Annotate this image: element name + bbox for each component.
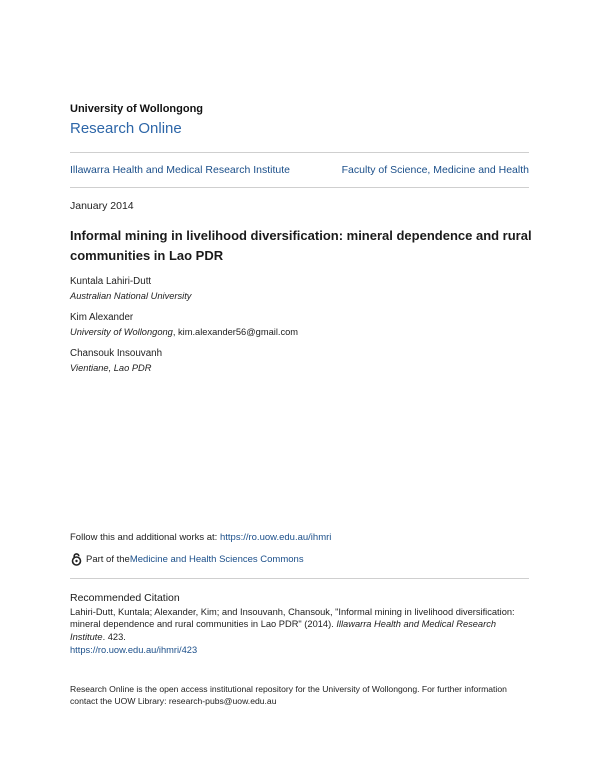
author-affiliation: Vientiane, Lao PDR	[70, 363, 152, 373]
publication-date: January 2014	[70, 200, 134, 212]
header-divider	[70, 152, 529, 153]
citation-url-link[interactable]: https://ro.uow.edu.au/ihmri/423	[70, 645, 198, 655]
author-affiliation	[70, 326, 530, 338]
repository-link[interactable]: Research Online	[70, 120, 182, 137]
paper-title: Informal mining in livelihood diversification: mineral dependence and rural communities in Lao PDR	[70, 228, 532, 263]
author-name: Kim Alexander	[70, 312, 134, 323]
collection-link-ihmri[interactable]: Illawarra Health and Medical Research Institute	[70, 164, 291, 176]
author-email: kim.alexander56@gmail.com	[178, 327, 299, 337]
follow-url-link[interactable]: https://ro.uow.edu.au/ihmri	[219, 532, 332, 543]
follow-prefix: Follow this and additional works at:	[70, 532, 220, 543]
author-email-separator: ,	[172, 327, 179, 337]
part-of-prefix: Part of the	[86, 554, 130, 565]
author-block	[70, 276, 530, 302]
citation-divider	[70, 578, 529, 579]
citation-body: Lahiri-Dutt, Kuntala; Alexander, Kim; and Insouvanh, Chansouk, "Informal mining in livelihood diversification: mineral dependence and rural communities in Lao PDR" (2014).	[70, 607, 515, 630]
part-of-line	[70, 553, 304, 566]
open-access-icon	[70, 553, 83, 566]
collection-link-faculty[interactable]: Faculty of Science, Medicine and Health	[341, 164, 529, 176]
author-name: Chansouk Insouvanh	[70, 348, 163, 359]
commons-link[interactable]: Medicine and Health Sciences Commons	[129, 554, 304, 565]
author-block	[70, 348, 530, 374]
collections-divider	[70, 187, 529, 188]
author-name: Kuntala Lahiri-Dutt	[70, 276, 152, 287]
footer-notice: Research Online is the open access institutional repository for the University of Wollongong. For further information contact the UOW Library: research-pubs@uow.edu.au	[70, 684, 507, 706]
citation-suffix: . 423.	[102, 631, 126, 642]
citation-text	[70, 606, 530, 643]
author-block	[70, 312, 530, 338]
author-affiliation-text: University of Wollongong	[70, 327, 173, 337]
follow-line	[70, 532, 331, 543]
citation-heading: Recommended Citation	[70, 592, 180, 604]
author-affiliation: Australian National University	[70, 291, 192, 301]
citation-journal: Illawarra Health and Medical Research Institute	[70, 619, 497, 642]
institution-name: University of Wollongong	[70, 103, 204, 115]
